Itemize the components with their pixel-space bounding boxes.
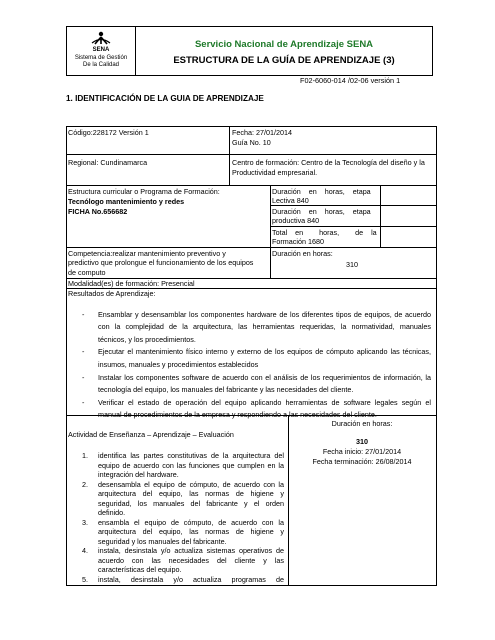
actividad-line: arquitectura del equipo, las normas de higiene y — [98, 489, 284, 498]
resultado-bullet: - — [82, 310, 85, 319]
table-rule — [270, 226, 437, 227]
fecha: Fecha: 27/01/2014 — [232, 128, 292, 137]
resultado-line: manual de procedimientos de la empresa y respondiendo a las necesidades del cliente. — [98, 409, 377, 419]
table-rule — [270, 185, 271, 278]
doc-code: F02-6060-014 /02-06 versión 1 — [300, 76, 401, 85]
actividad-line: equipo de acuerdo con las funciones que cumplen en la — [98, 460, 284, 470]
actividad-line: seguridad, los manuales del fabricante y el orden — [98, 498, 284, 508]
resultado-bullet: - — [82, 372, 85, 382]
productiva-line-1: Duración en horas, etapa — [272, 207, 371, 216]
actividad-line: arquitectura del equipo, las normas de higiene y — [98, 527, 284, 536]
resultado-bullet: - — [82, 397, 85, 407]
actividad-line: instala, desinstala y/o actualiza programas de — [98, 574, 284, 584]
actividad-line: definido. — [98, 508, 126, 517]
act-horas: 310 — [356, 437, 368, 446]
regional: Regional: Cundinamarca — [68, 158, 148, 167]
centro-line-1: Centro de formación: Centro de la Tecnología del diseño y la — [232, 158, 425, 167]
actividad-line: identifica las partes constitutivas de la arquitectura del — [98, 451, 284, 460]
programa: Tecnólogo mantenimiento y redes — [68, 197, 185, 206]
actividad-number: 1. — [82, 451, 88, 460]
doc-title: ESTRUCTURA DE LA GUÍA DE APRENDIZAJE (3) — [173, 55, 395, 66]
actividad-line: seguridad y los manuales del fabricante. — [98, 536, 227, 546]
table-rule — [66, 126, 67, 586]
table-rule — [288, 415, 289, 586]
actividad-line: desensambla el equipo de cómputo, de acuerdo con la — [98, 479, 284, 489]
codigo: Código:228172 Versión 1 — [68, 128, 149, 137]
table-rule — [66, 126, 437, 127]
competencia-line-1: Competencia:realizar mantenimiento preventivo y — [68, 249, 226, 258]
table-rule — [229, 126, 230, 185]
resultado-line: con la complejidad de la arquitectura, las herramientas requeridas, la normatividad, manuales — [98, 322, 431, 332]
actividad-number: 2. — [82, 479, 88, 489]
section-title: 1. IDENTIFICACIÓN DE LA GUIA DE APRENDIZAJE — [66, 94, 264, 103]
fecha-terminacion: Fecha terminación: 26/08/2014 — [312, 457, 412, 466]
actividad-number: 5. — [82, 574, 88, 584]
lectiva-line-2: Lectiva 840 — [272, 196, 309, 205]
table-rule — [66, 185, 437, 186]
actividad-line: características del equipo. — [98, 565, 182, 574]
actividad-number: 4. — [82, 546, 88, 555]
competencia-line-3: de computo — [68, 268, 106, 277]
table-rule — [66, 585, 437, 586]
table-rule — [66, 247, 437, 248]
resultados-label: Resultados de Aprendizaje: — [68, 289, 156, 298]
resultado-line: técnicos, y los procedimientos. — [98, 334, 196, 344]
table-rule — [436, 126, 437, 586]
logo-text: SENA — [92, 47, 110, 53]
total-line-1: Total en horas, de la — [272, 228, 377, 237]
competencia-line-2: predictivo que prolongue el funcionamiento de los equipos — [68, 258, 254, 267]
estructura-label: Estructura curricular o Programa de Formación: — [68, 187, 220, 196]
actividad-number: 3. — [82, 517, 88, 527]
logo-caption-line-1: Sistema de Gestión — [74, 55, 128, 61]
lectiva-line-1: Duración en horas, etapa — [272, 187, 371, 196]
guia: Guía No. 10 — [232, 138, 271, 147]
competencia-horas: 310 — [346, 260, 358, 269]
resultado-line: Ejecutar el mantenimiento físico interno y externo de los equipos de cómputo aplicando las técnicas, — [98, 347, 431, 357]
actividad-line: acuerdo con las necesidades del cliente y las — [98, 555, 284, 565]
logo-caption-line-2: De la Calidad — [82, 62, 120, 68]
actividad-label: Actividad de Enseñanza – Aprendizaje – Evaluación — [68, 430, 234, 439]
total-line-2: Formación 1680 — [272, 237, 324, 246]
table-rule — [66, 154, 437, 155]
actividad-line: instala, desinstala y/o actualiza sistemas operativos de — [98, 546, 284, 555]
modalidad: Modalidad(es) de formación: Presencial — [68, 279, 195, 288]
act-duracion: Duración en horas: — [331, 419, 393, 428]
resultado-line: insumos, manuales y procedimientos establecidos — [98, 359, 259, 369]
ficha: FICHA No.656682 — [68, 207, 128, 216]
resultado-line: Instalar los componentes software de acuerdo con el análisis de los requerimientos de información, la — [98, 372, 431, 382]
centro-line-2: Productividad empresarial. — [232, 168, 318, 177]
resultado-bullet: - — [82, 347, 85, 357]
resultado-line: Verificar el estado de operación del equipo aplicando herramientas de software legales según el — [98, 397, 431, 407]
actividad-line: ensambla el equipo de cómputo, de acuerdo con la — [98, 517, 284, 527]
productiva-line-2: productiva 840 — [272, 216, 320, 225]
resultado-line: tecnología del equipo, los manuales del fabricante y las necesidades del cliente. — [98, 384, 354, 394]
org-title: Servicio Nacional de Aprendizaje SENA — [194, 39, 374, 50]
fecha-inicio: Fecha inicio: 27/01/2014 — [322, 447, 402, 456]
competencia-duracion: Duración en horas: — [272, 249, 333, 258]
resultado-line: Ensamblar y desensamblar los componentes hardware de los diferentes tipos de equipos, de acuerdo — [98, 310, 431, 319]
table-rule — [380, 185, 381, 247]
actividad-line: integración del hardware. — [98, 470, 179, 479]
